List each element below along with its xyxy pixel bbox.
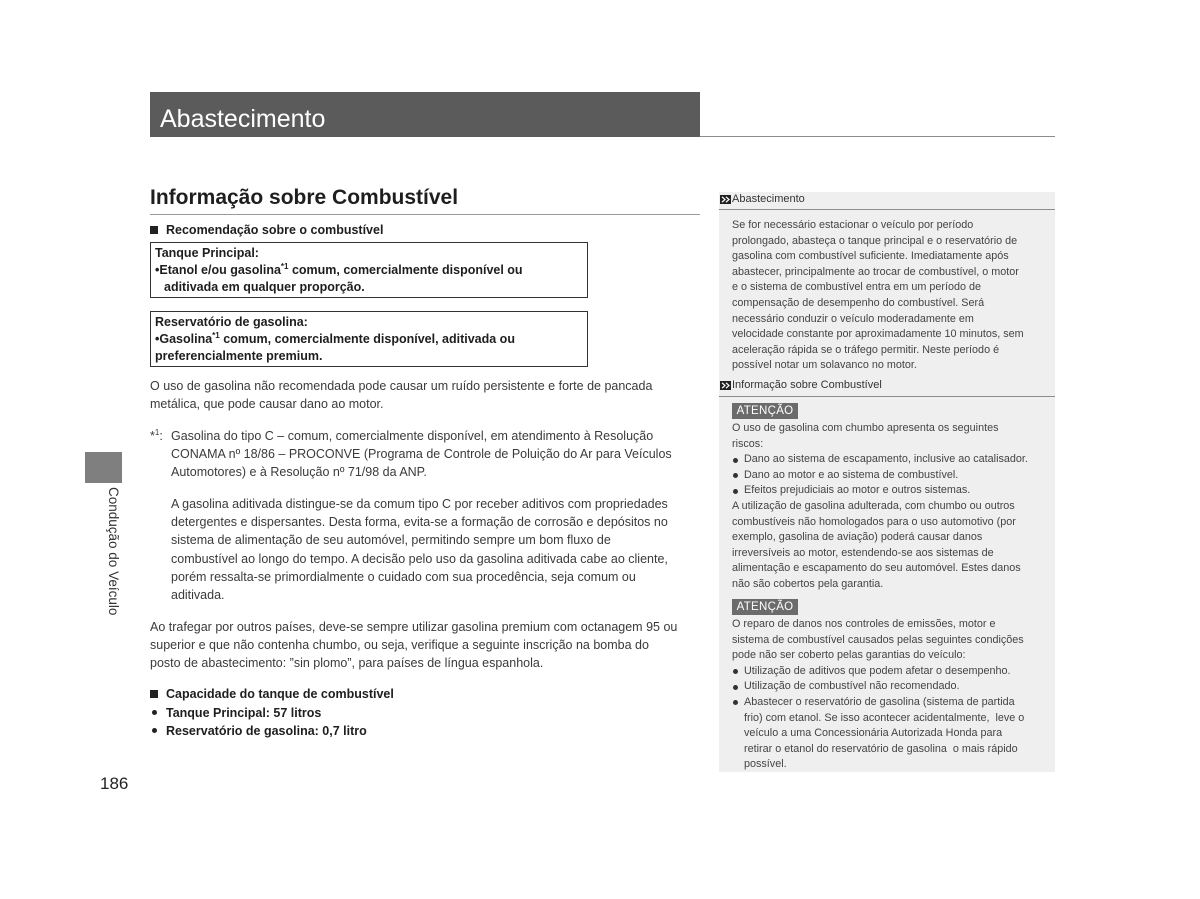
list-item-text: Dano ao sistema de escapamento, inclusive ao catalisador. xyxy=(744,453,1028,466)
text-line: e o sistema de combustível entra em um período de xyxy=(732,281,982,294)
list-item-text: Efeitos prejudiciais ao motor e outros sistemas. xyxy=(744,484,971,497)
text-line: CONAMA nº 18/86 – PROCONVE (Programa de Controle de Poluição do Ar para Veículos xyxy=(171,447,672,461)
main-tank-line1-rest: comum, comercialmente disponível ou xyxy=(288,263,523,277)
list-item-text: Dano ao motor e ao sistema de combustível. xyxy=(744,468,959,481)
text-line: não são cobertos pela garantia. xyxy=(732,577,884,590)
list-item-continuation: frio) com etanol. Se isso acontecer acidentalmente, leve o xyxy=(744,711,1025,724)
text-line: gasolina com combustível suficiente. Imediatamente após xyxy=(732,250,1009,263)
note-abastecimento-text xyxy=(732,218,1024,374)
text-line: sistema de combustível causados pelas seguintes condições xyxy=(732,633,1024,646)
section-header-bar xyxy=(150,92,700,137)
list-item-text: Abastecer o reservatório de gasolina (sistema de partida xyxy=(744,695,1015,708)
side-tab-label: Condução do Veículo xyxy=(106,487,121,616)
text-line: metálica, que pode causar dano ao motor. xyxy=(150,397,384,411)
bullet-icon xyxy=(733,685,738,690)
note-heading-rule xyxy=(719,396,1055,397)
bullet-icon xyxy=(733,489,738,494)
footnote-text xyxy=(171,427,672,481)
list-item xyxy=(732,679,1024,695)
main-tank-line2: aditivada em qualquer proporção. xyxy=(164,280,365,294)
text-line: Automotores) e à Resolução nº 71/98 da ANP. xyxy=(171,465,427,479)
capacity-item-reservoir: Reservatório de gasolina: 0,7 litro xyxy=(166,724,367,738)
text-line: Gasolina do tipo C – comum, comercialmente disponível, em atendimento à Resolução xyxy=(171,429,654,443)
text-line: Se for necessário estacionar o veículo por período xyxy=(732,219,974,231)
text-line: compensação de desempenho do combustível. Será xyxy=(732,296,985,309)
bullet-icon xyxy=(152,728,157,733)
text-line: velocidade constante por aproximadamente 10 minutos, sem xyxy=(732,328,1024,341)
list-item-text: Utilização de combustível não recomendado. xyxy=(744,680,960,693)
additive-paragraph xyxy=(171,495,668,604)
text-line: prolongado, abasteça o tanque principal e o reservatório de xyxy=(732,234,1018,247)
cross-reference-icon xyxy=(720,195,731,204)
attention-1-text xyxy=(732,421,1028,593)
square-bullet-icon xyxy=(150,226,158,234)
text-line: irreversíveis ao motor, estendendo-se aos sistemas de xyxy=(732,546,994,559)
reservoir-line1 xyxy=(155,331,587,348)
text-line: detergentes e dispersantes. Desta forma, evita-se a formação de corrosão e depósitos no xyxy=(171,515,668,530)
text-line: combustíveis não homologados para o uso automotivo (por xyxy=(732,515,1016,528)
list-item xyxy=(732,452,1028,468)
header-rule xyxy=(700,136,1055,137)
note-heading-informacao: Informação sobre Combustível xyxy=(732,379,882,391)
text-line: possível notar um solavanco no motor. xyxy=(732,359,917,372)
text-line: aditivada. xyxy=(171,588,225,603)
list-item-text: Utilização de aditivos que podem afetar o desempenho. xyxy=(744,664,1011,677)
main-tank-line1 xyxy=(155,262,587,279)
footnote-ref: *1 xyxy=(212,331,220,340)
capacity-heading: Capacidade do tanque de combustível xyxy=(166,687,394,701)
abroad-paragraph xyxy=(150,618,677,672)
bullet-icon xyxy=(733,458,738,463)
text-line: sistema de alimentação de seu automóvel, permitindo sempre um bom fluxo de xyxy=(171,533,611,548)
text-line: posto de abastecimento: ”sin plomo”, para países de língua espanhola. xyxy=(150,656,544,670)
text-line: alimentação e escapamento do seu automóvel. Estes danos xyxy=(732,562,1021,575)
cross-reference-icon xyxy=(720,381,731,390)
text-line: riscos: xyxy=(732,437,764,450)
list-item xyxy=(732,664,1024,680)
footnote-ref: *1 xyxy=(280,262,289,271)
bullet-icon xyxy=(733,700,738,705)
text-line: aceleração rápida se o tráfego permitir. Neste período é xyxy=(732,343,1000,356)
list-item xyxy=(732,468,1028,484)
text-line: O uso de gasolina com chumbo apresenta os seguintes xyxy=(732,422,999,434)
text-line: necessário conduzir o veículo moderadamente em xyxy=(732,312,974,325)
text-line: exemplo, gasolina de aviação) poderá causar danos xyxy=(732,531,983,544)
reservoir-line1-rest: comum, comercialmente disponível, aditivada ou xyxy=(219,332,515,346)
text-line: A utilização de gasolina adulterada, com chumbo ou outros xyxy=(732,499,1015,512)
text-line: A gasolina aditivada distingue-se da comum tipo C por receber aditivos com propriedades xyxy=(171,497,668,511)
text-line: combustível ao longo do tempo. A decisão pelo uso da gasolina aditivada cabe ao cliente, xyxy=(171,551,668,566)
text-line: O reparo de danos nos controles de emissões, motor e xyxy=(732,618,996,630)
footnote-marker-number: 1 xyxy=(154,428,160,437)
list-item xyxy=(732,695,1024,711)
recommendation-heading: Recomendação sobre o combustível xyxy=(166,223,384,237)
reservoir-label: Reservatório de gasolina: xyxy=(155,315,308,329)
bullet-icon xyxy=(733,669,738,674)
page-number: 186 xyxy=(100,774,129,793)
list-item xyxy=(732,483,1028,499)
main-tank-line1-text: •Etanol e/ou gasolina xyxy=(155,263,281,277)
note-heading-rule xyxy=(719,209,1055,210)
section-header-title: Abastecimento xyxy=(160,105,326,133)
square-bullet-icon xyxy=(150,690,158,698)
main-tank-box xyxy=(150,242,588,298)
list-item-continuation: possível. xyxy=(744,758,787,771)
reservoir-box xyxy=(150,311,588,367)
text-line: O uso de gasolina não recomendada pode causar um ruído persistente e forte de pancada xyxy=(150,379,653,393)
text-line: pode não ser coberto pelas garantias do veículo: xyxy=(732,649,966,662)
reservoir-line1-text: •Gasolina xyxy=(155,332,213,346)
footnote-marker xyxy=(150,427,163,445)
note-heading-abastecimento: Abastecimento xyxy=(732,193,805,205)
text-line: porém ressalta-se primordialmente o cuidado com sua procedência, seja comum ou xyxy=(171,569,636,584)
attention-badge: ATENÇÃO xyxy=(732,403,798,419)
list-item-continuation: retirar o etanol do reservatório de gasolina o mais rápido xyxy=(744,742,1018,755)
text-line: abastecer, principalmente ao trocar de combustível, o motor xyxy=(732,265,1019,278)
warning-paragraph xyxy=(150,377,652,413)
title-rule xyxy=(150,214,700,215)
footnote-marker-colon: : xyxy=(159,429,163,443)
text-line: Ao trafegar por outros países, deve-se sempre utilizar gasolina premium com octanagem 95 ou xyxy=(150,620,678,634)
text-line: superior e que não contenha chumbo, ou seja, verifique a seguinte inscrição na bomba do xyxy=(150,638,649,652)
reservoir-line2: preferencialmente premium. xyxy=(155,349,323,363)
side-tab-marker xyxy=(85,452,122,483)
page-title: Informação sobre Combustível xyxy=(150,186,459,209)
list-item-continuation: veículo a uma Concessionária Autorizada Honda para xyxy=(744,727,1003,740)
footnote-marker-star: * xyxy=(150,429,155,443)
main-tank-label: Tanque Principal: xyxy=(155,246,259,260)
bullet-icon xyxy=(152,710,157,715)
attention-badge: ATENÇÃO xyxy=(732,599,798,615)
capacity-item-main-tank: Tanque Principal: 57 litros xyxy=(166,706,322,720)
bullet-icon xyxy=(733,473,738,478)
attention-2-text xyxy=(732,617,1024,773)
